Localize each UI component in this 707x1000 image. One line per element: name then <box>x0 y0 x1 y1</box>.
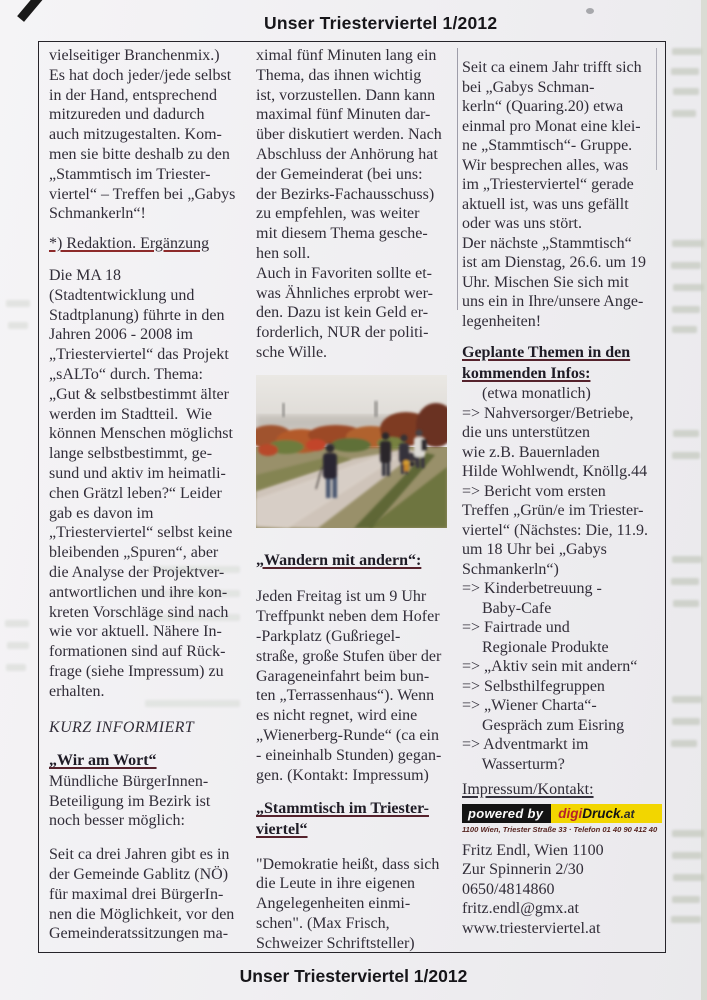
text-line: Jahren 2006 - 2008 im <box>49 326 193 344</box>
text-line: maximal fünf Minuten dar- <box>256 106 431 124</box>
text-line: "Demokratie heißt, dass sich <box>256 855 440 873</box>
bleed-through-artifact <box>672 696 702 703</box>
text-line: Schmankerln“) <box>462 560 559 578</box>
text-line: Wasserturm? <box>462 755 565 773</box>
text-line: Es hat doch jeder/jede selbst <box>49 66 232 84</box>
bleed-through-artifact <box>671 578 699 585</box>
column-right <box>462 58 666 938</box>
text-line: den. Dazu ist kein Geld er- <box>256 304 429 322</box>
text-line: die uns unterstützen <box>462 424 590 442</box>
text-line: „Stammtisch im Triester- <box>49 165 211 183</box>
spacer <box>462 331 666 343</box>
bleed-through-artifact <box>672 896 700 903</box>
heading-kurz-informiert <box>49 718 251 738</box>
text-line: => Selbsthilfegruppen <box>462 677 605 695</box>
text-line: Der nächste „Stammtisch“ <box>462 234 632 252</box>
text-line: es nicht regnet, wird eine <box>256 707 418 725</box>
bleed-through-artifact <box>671 740 697 747</box>
text-line: Hilde Wohlwendt, Knöllg.44 <box>462 463 648 481</box>
text-line: => Kinderbetreuung - <box>462 580 602 598</box>
paragraph <box>49 772 251 831</box>
text-line: ximal fünf Minuten lang ein <box>256 47 437 64</box>
text-line: Die MA 18 <box>49 266 121 284</box>
text-line: Stadtplanung) führte in den <box>49 306 225 324</box>
text-line: frage (siehe Impressum) zu <box>49 662 224 680</box>
text-line: „Wienerberg-Runde“ (ca ein <box>256 726 439 744</box>
text-line: sund und aktiv im heimatli- <box>49 464 226 482</box>
text-line: um 18 Uhr bei „Gabys <box>462 541 607 559</box>
logo-banner <box>462 804 662 823</box>
text-line: ist, vorzustellen. Dann kann <box>256 86 436 104</box>
text-line: „Triesterviertel“ selbst keine <box>49 524 233 542</box>
bleed-through-artifact <box>6 300 30 307</box>
bleed-through-artifact <box>671 68 699 75</box>
text-line: lange selbstbestimmt, ge- <box>49 445 213 463</box>
text-line: ne „Stammtisch“- Gruppe. <box>462 137 633 154</box>
text-line: für maximal drei BürgerIn- <box>49 885 224 903</box>
digidruck-logo <box>462 804 662 835</box>
photo-autumn-group-walk <box>256 375 447 528</box>
heading-wandern-mit-andern <box>256 551 456 572</box>
heading-impressum-kontakt <box>462 780 666 800</box>
text-line: Jeden Freitag ist um 9 Uhr <box>256 588 427 606</box>
page-edge-shadow <box>701 0 707 1000</box>
text-line: oder was uns stört. <box>462 215 582 232</box>
heading-redaktion-ergaenzung <box>49 234 251 254</box>
text-line: straße, große Stufen über der <box>256 647 442 665</box>
paragraph <box>256 46 456 363</box>
logo-brand-tld: .at <box>620 806 635 821</box>
text-line: können Menschen möglichst <box>49 425 233 443</box>
spacer <box>49 254 251 266</box>
text-line: KURZ INFORMIERT <box>49 718 195 736</box>
text-line: fritz.endl@gmx.at <box>462 900 579 918</box>
text-line: wie vor aktuell. Nähere In- <box>49 623 222 641</box>
text-line: uns ein in Ihre/unsere Ange- <box>462 293 644 310</box>
text-line: Auch in Favoriten sollte et- <box>256 264 432 282</box>
heading-geplante-themen <box>462 343 666 384</box>
logo-address-subline: 1100 Wien, Triester Straße 33 · Telefon 01 40 90 412 40 <box>462 824 658 834</box>
bleed-through-artifact <box>673 284 704 291</box>
spacer <box>256 785 456 799</box>
text-line: bei „Gabys Schman- <box>462 78 595 96</box>
text-line: => Nahversorger/Betriebe, <box>462 404 634 422</box>
text-line: -Parkplatz (Gußriegel- <box>256 627 401 645</box>
logo-brand-red-part: digi <box>558 805 583 821</box>
paragraph <box>256 587 456 785</box>
text-line: Geplante Themen in den <box>462 344 631 361</box>
text-line: viertel“ <box>256 820 308 838</box>
text-line: Thema, das ihnen wichtig <box>256 66 422 84</box>
paragraph <box>49 266 251 702</box>
text-line: im „Triesterviertel“ gerade <box>462 176 634 193</box>
text-line: bleibenden „Spuren“, aber <box>49 544 219 562</box>
paragraph <box>462 58 666 331</box>
text-line: legenheiten! <box>462 312 542 330</box>
text-line: sche Wille. <box>256 343 328 361</box>
quote-paragraph <box>256 855 456 954</box>
text-line: Impressum/Kontakt: <box>462 781 594 799</box>
text-line: formationen sind auf Rück- <box>49 643 226 661</box>
text-line: => „Aktiv sein mit andern“ <box>462 658 638 676</box>
text-line: forderlich, NUR der politi- <box>256 324 429 342</box>
text-line: noch besser möglich: <box>49 812 185 830</box>
bleed-through-artifact <box>672 830 704 837</box>
text-line: aktuell ist, was uns gefällt <box>462 195 629 213</box>
column-left <box>49 46 251 944</box>
text-line: - eineinhalb Stunden) gegan- <box>256 746 442 764</box>
heading-stammtisch <box>256 799 456 840</box>
topic-list <box>462 384 666 774</box>
scan-corner-artifact <box>17 0 46 22</box>
text-line: schen". (Max Frisch, <box>256 914 390 932</box>
text-line: 0650/4814860 <box>462 880 555 898</box>
text-line: „Wir am Wort“ <box>49 752 157 770</box>
text-line: der Gemeinderat (bei uns: <box>256 165 423 183</box>
text-line: hen soll. <box>256 244 311 262</box>
text-line: werden im Stadtteil. Wie <box>49 405 213 423</box>
spacer <box>49 831 251 845</box>
text-line: in der Hand, entsprechend <box>49 86 217 104</box>
text-line: „Wandern mit andern“: <box>256 551 422 569</box>
text-line: kommenden Infos: <box>462 364 591 382</box>
page-footer-title: Unser Triesterviertel 1/2012 <box>239 966 468 986</box>
text-line: Mündliche BürgerInnen- <box>49 772 209 790</box>
text-line: zu empfehlen, was weiter <box>256 205 420 223</box>
text-line: Fritz Endl, Wien 1100 <box>462 841 604 859</box>
text-line: vielseitiger Branchenmix.) <box>49 47 220 64</box>
text-line: die Analyse der Projektver- <box>49 563 225 581</box>
text-line: gab es davon im <box>49 504 154 522</box>
bleed-through-artifact <box>671 916 701 923</box>
text-line: => „Wiener Charta“- <box>462 697 597 715</box>
text-line: Seit ca einem Jahr trifft sich <box>462 59 642 76</box>
scan-speck-artifact <box>586 8 594 14</box>
bleed-through-artifact <box>673 88 699 95</box>
text-line: mitzureden und dadurch <box>49 106 205 124</box>
text-line: viertel“ (Nächstes: Die, 11.9. <box>462 521 649 539</box>
spacer <box>256 841 456 855</box>
text-line: => Bericht vom ersten <box>462 482 606 500</box>
text-line: Abschluss der Anhörung hat <box>256 145 438 163</box>
paragraph <box>49 46 251 224</box>
bleed-through-artifact <box>672 556 702 563</box>
text-line: „Triesterviertel“ das Projekt <box>49 346 229 364</box>
bleed-through-artifact <box>673 430 699 437</box>
text-line: „Gut & selbstbestimmt älter <box>49 385 229 403</box>
heading-wir-am-wort <box>49 751 251 772</box>
spacer <box>256 571 456 587</box>
bleed-through-artifact <box>672 48 702 55</box>
paragraph <box>49 845 251 944</box>
text-line: Gespräch zum Eisring <box>462 716 625 734</box>
logo-brand-dark-part: Druck <box>582 805 621 821</box>
text-line: => Fairtrade und <box>462 619 570 637</box>
text-line: Zur Spinnerin 2/30 <box>462 861 584 879</box>
text-line: wie z.B. Bauernladen <box>462 443 600 461</box>
text-line: Seit ca drei Jahren gibt es in <box>49 846 230 864</box>
page-header-title: Unser Triesterviertel 1/2012 <box>264 13 498 33</box>
text-line: Schweizer Schriftsteller) <box>256 934 415 952</box>
bleed-through-artifact <box>6 664 26 671</box>
text-line: erhalten. <box>49 682 105 700</box>
text-line: „sALTo“ durch. Thema: <box>49 365 203 383</box>
text-line: Uhr. Mischen Sie sich mit <box>462 273 629 291</box>
column-middle <box>256 46 456 953</box>
text-line: Regionale Produkte <box>462 638 609 656</box>
text-line: was Ähnliches erprobt wer- <box>256 284 433 302</box>
text-line: nen die Möglichkeit, vor den <box>49 905 235 923</box>
text-line: der Bezirks-Fachausschuss) <box>256 185 435 203</box>
logo-powered-by-label: powered by <box>462 804 551 823</box>
text-line: (Stadtentwicklung und <box>49 286 195 304</box>
text-line: Beteiligung im Bezirk ist <box>49 792 211 810</box>
spacer <box>49 737 251 751</box>
text-line: über diskutiert werden. Nach <box>256 126 442 144</box>
spacer <box>49 702 251 718</box>
text-line: Baby-Cafe <box>462 599 552 617</box>
bleed-through-artifact <box>672 852 702 859</box>
text-line: (etwa monatlich) <box>462 385 591 403</box>
bleed-through-artifact <box>5 620 29 627</box>
text-line: kerln“ (Quaring.20) etwa <box>462 98 624 115</box>
text-line: Garageneinfahrt beim bun- <box>256 667 430 685</box>
bleed-through-artifact <box>672 718 700 725</box>
bleed-through-artifact <box>671 262 701 269</box>
text-line: Angelegenheiten einmi- <box>256 895 411 913</box>
text-line: antwortlichen und ihre kon- <box>49 583 228 601</box>
text-line: *) Redaktion. Ergänzung <box>49 235 210 253</box>
text-line: ist am Dienstag, 26.6. um 19 <box>462 254 646 271</box>
text-line: kreten Vorschläge sind nach <box>49 603 229 621</box>
logo-brand-wordmark <box>551 804 662 823</box>
bleed-through-artifact <box>672 306 700 313</box>
text-line: men sie bitte deshalb zu den <box>49 145 230 163</box>
bleed-through-artifact <box>7 642 29 649</box>
bleed-through-artifact <box>672 326 697 333</box>
contact-address-block <box>462 841 666 939</box>
spacer <box>256 537 456 551</box>
text-line: auch mitzugestalten. Kom- <box>49 126 222 144</box>
text-line: die Leute in ihre eigenen <box>256 875 416 893</box>
text-line: Wir besprechen alles, was <box>462 156 629 174</box>
bleed-through-artifact <box>8 322 28 329</box>
text-line: Gemeinderatssitzungen ma- <box>49 925 229 943</box>
text-line: gen. (Kontakt: Impressum) <box>256 766 429 784</box>
bleed-through-artifact <box>672 110 696 117</box>
bleed-through-artifact <box>673 874 704 881</box>
text-line: www.triesterviertel.at <box>462 919 601 937</box>
text-line: Schmankerln“! <box>49 205 146 223</box>
text-line: einmal pro Monat eine klei- <box>462 117 641 135</box>
bleed-through-artifact <box>672 452 700 459</box>
text-line: Treffen „Grün/e im Triester- <box>462 502 644 520</box>
bleed-through-artifact <box>672 240 704 247</box>
text-line: ten „Terrassenhaus“). Wenn <box>256 687 435 705</box>
bleed-through-artifact <box>673 600 699 607</box>
text-line: => Adventmarkt im <box>462 736 589 754</box>
text-line: viertel“ – Treffen bei „Gabys <box>49 185 236 203</box>
text-line: der Gemeinde Gablitz (NÖ) <box>49 866 229 884</box>
text-line: mit diesem Thema gesche- <box>256 225 428 243</box>
text-line: „Stammtisch im Triester- <box>256 800 429 818</box>
spacer <box>49 224 251 234</box>
text-line: chen Grätzl leben?“ Leider <box>49 484 222 502</box>
text-line: Treffpunkt neben dem Hofer <box>256 608 440 626</box>
